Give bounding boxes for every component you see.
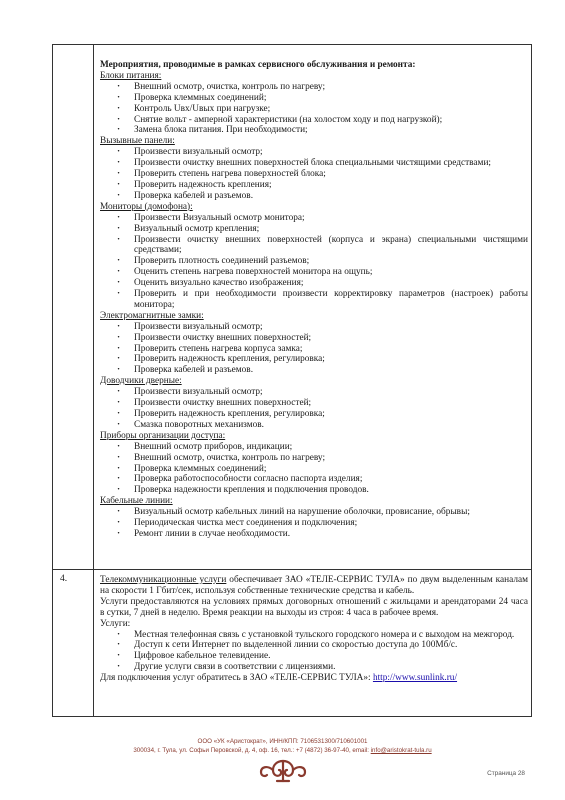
section-items <box>100 147 528 202</box>
list-item: · Внешний осмотр, очистка, контроль по нагреву; <box>100 82 528 93</box>
contact-text: Для подключения услуг обратитесь в ЗАО «ТЕЛЕ-СЕРВИС ТУЛА»: <box>100 673 373 684</box>
telecom-content <box>100 575 528 684</box>
list-item: · Оценить степень нагрева поверхностей монитора на ощупь; <box>100 267 528 278</box>
telecom-intro-text: обеспечивает ЗАО «ТЕЛЕ-СЕРВИС ТУЛА» по двум выделенным каналам на скорости 1 Гбит/сек, используя собственные технические средства и кабель. <box>100 575 529 596</box>
list-item: · Произвести визуальный осмотр; <box>100 322 528 333</box>
list-item: · Проверка клеммных соединений; <box>100 464 528 475</box>
list-item: · Произвести визуальный осмотр; <box>100 387 528 398</box>
list-item: · Проверить и при необходимости произвести корректировку параметров (настроек) работы монитора; <box>100 289 528 311</box>
list-item: · Произвести очистку внешних поверхностей; <box>100 333 528 344</box>
telecom-terms: Услуги предоставляются на условиях прямых договорных отношений с жильцами и арендаторами 24 часа в сутки, 7 дней в неделю. Время реакции на выходы из строя: 4 часа в рабочее время. <box>100 596 528 618</box>
section-items <box>100 213 528 311</box>
list-item: · Внешний осмотр, очистка, контроль по нагреву; <box>100 453 528 464</box>
section-items <box>100 387 528 431</box>
list-item: · Проверка кабелей и разъемов. <box>100 365 528 376</box>
section-title: Доводчики дверные: <box>100 376 182 387</box>
table-column-divider <box>93 44 94 717</box>
sunlink-link[interactable]: http://www.sunlink.ru/ <box>372 673 458 684</box>
list-item: · Произвести Визуальный осмотр монитора; <box>100 213 528 224</box>
list-item: · Проверка клеммных соединений; <box>100 93 528 104</box>
section-title: Кабельные линии: <box>100 496 173 507</box>
list-item: · Замена блока питания. При необходимости; <box>100 125 528 136</box>
section-title: Вызывные панели: <box>100 136 175 147</box>
list-item: · Проверить надежность крепления; <box>100 180 528 191</box>
section-title: Приборы организации доступа: <box>100 430 226 441</box>
telecom-services-title: Телекоммуникационные услуги <box>100 575 227 585</box>
section-title: Блоки питания: <box>100 70 162 81</box>
list-item: · Проверить степень нагрева корпуса замка; <box>100 344 528 355</box>
list-item: · Проверка надежности крепления и подключения проводов. <box>100 485 528 496</box>
ornament-logo-icon <box>255 757 311 785</box>
list-item: · Смазка поворотных механизмов. <box>100 420 528 431</box>
list-item: · Произвести очистку внешних поверхностей блока специальными чистящими средствами; <box>100 158 528 169</box>
list-item: · Проверить плотность соединений разъемов; <box>100 256 528 267</box>
list-item: · Проверить надежность крепления, регулировка; <box>100 354 528 365</box>
service-item: · Доступ к сети Интернет по выделенной линии со скоростью доступа до 100Мб/с. <box>100 640 528 651</box>
footer-address-line <box>0 747 565 754</box>
contact-line <box>100 673 528 684</box>
list-item: · Проверить надежность крепления, регулировка; <box>100 409 528 420</box>
list-item: · Оценить визуально качество изображения; <box>100 278 528 289</box>
maintenance-content <box>100 60 528 540</box>
list-item: · Контроль Uвх/Uвых при нагрузке; <box>100 104 528 115</box>
footer-company-line: ООО «УК «Аристократ», ИНН/КПП: 7106531300/710601001 <box>197 738 368 745</box>
footer-email-link[interactable]: info@aristokrat-tula.ru <box>370 747 432 754</box>
page-number: Страница 28 <box>487 770 525 777</box>
list-item: · Ремонт линии в случае необходимости. <box>100 529 528 540</box>
list-item: · Снятие вольт - амперной характеристики (на холостом ходу и под нагрузкой); <box>100 115 528 126</box>
list-item: · Визуальный осмотр кабельных линий на нарушение оболочки, провисание, обрывы; <box>100 507 528 518</box>
section-title: Электромагнитные замки: <box>100 310 204 321</box>
footer-address: 300034, г. Тула, ул. Софьи Перовской, д. 4, оф. 16, тел.: +7 (4872) 36-97-40, email: <box>133 747 371 754</box>
section-title: Мониторы (домофона): <box>100 201 193 212</box>
service-item: · Другие услуги связи в соответствии с лицензиями. <box>100 662 528 673</box>
list-item: · Периодическая чистка мест соединения и подключения; <box>100 518 528 529</box>
service-item: · Местная телефонная связь с установкой тульского городского номера и с выходом на межгород. <box>100 630 528 641</box>
section-items <box>100 322 528 377</box>
list-item: · Визуальный осмотр крепления; <box>100 224 528 235</box>
section-items <box>100 507 528 540</box>
telecom-intro <box>100 575 528 597</box>
list-item: · Проверка кабелей и разъемов. <box>100 191 528 202</box>
list-item: · Произвести очистку внешних поверхностей (корпуса и экрана) специальными чистящими средствами; <box>100 235 528 257</box>
service-item: · Цифровое кабельное телевидение. <box>100 651 528 662</box>
maintenance-sections <box>100 71 528 540</box>
services-list <box>100 630 528 674</box>
row-number: 4. <box>60 574 68 584</box>
list-item: · Внешний осмотр приборов, индикации; <box>100 442 528 453</box>
section-items <box>100 442 528 497</box>
services-label: Услуги: <box>100 618 131 629</box>
section-items <box>100 82 528 137</box>
list-item: · Проверка работоспособности согласно паспорта изделия; <box>100 474 528 485</box>
maintenance-heading: Мероприятия, проводимые в рамках сервисного обслуживания и ремонта: <box>100 60 416 70</box>
list-item: · Произвести визуальный осмотр; <box>100 147 528 158</box>
list-item: · Проверить степень нагрева поверхностей блока; <box>100 169 528 180</box>
list-item: · Произвести очистку внешних поверхностей; <box>100 398 528 409</box>
